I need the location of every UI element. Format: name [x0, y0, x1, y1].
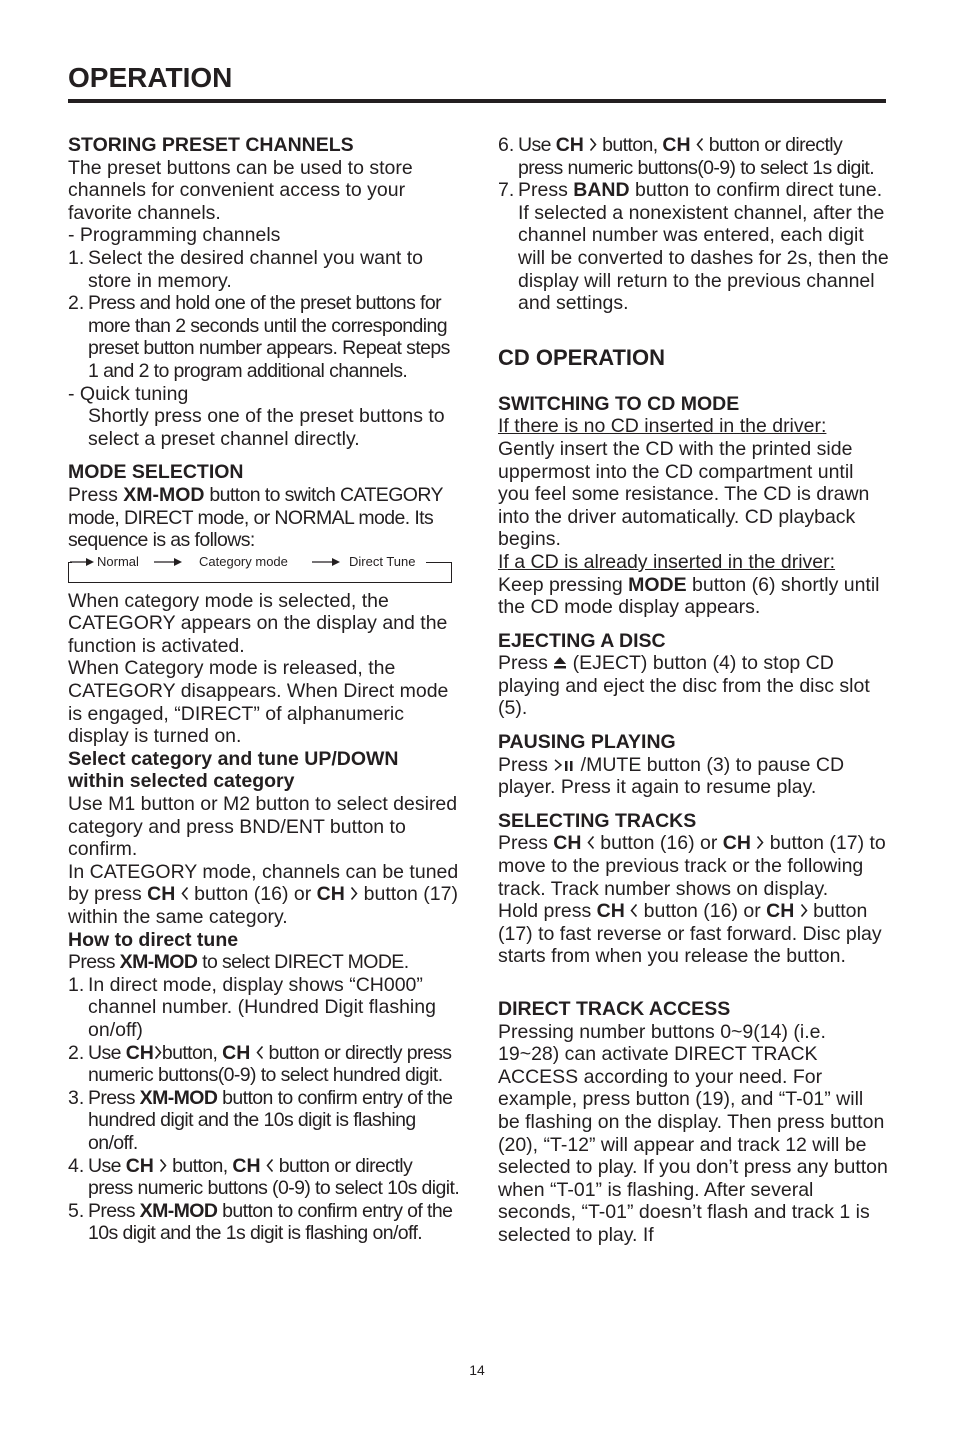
- tracks-para-2: [498, 900, 890, 968]
- text: /MUTE button (3) to pause CD player. Press it again to resume play.: [498, 753, 845, 799]
- eject-para: [498, 652, 890, 720]
- text: button to confirm direct tune. If selected a nonexistent channel, after the channel number was entered, each digit will be converted to dashes for 2s, then the display will return to the previous channel and settings.: [518, 179, 889, 315]
- quick-tuning-text: Shortly press one of the preset buttons to select a preset channel directly.: [88, 405, 445, 450]
- step-number: 1.: [68, 973, 85, 996]
- ch-label: CH: [662, 134, 691, 156]
- direct-step-5: [68, 1200, 460, 1245]
- tracks-para-1: [498, 832, 890, 900]
- switching-para-1: Gently insert the CD with the printed side uppermost into the CD compartment until you feel some resistance. The CD is drawn into the driver automatically. CD playback begins.: [498, 437, 870, 551]
- xm-mod-label: XM-MOD: [119, 951, 198, 974]
- page-number: 14: [469, 1362, 485, 1378]
- ch-label: CH: [125, 1154, 154, 1177]
- ch-label: CH: [232, 1154, 261, 1177]
- eject-heading: EJECTING A DISC: [498, 629, 666, 652]
- step-number: 5.: [68, 1199, 85, 1222]
- ch-label: CH: [316, 883, 345, 906]
- mode-sequence-diagram: [68, 554, 460, 586]
- xm-mod-label: XM-MOD: [139, 1199, 218, 1222]
- xm-mod-label: XM-MOD: [123, 483, 205, 506]
- arrow-right-icon: [70, 558, 94, 566]
- step-text: Press and hold one of the preset buttons for more than 2 seconds until the corresponding preset button number appears. Repeat steps 1 and 2 to program additional channels.: [88, 292, 450, 382]
- play-pause-icon: [553, 758, 575, 772]
- step-text: [88, 1042, 460, 1087]
- text: Hold press: [498, 900, 597, 923]
- step-text: [88, 1155, 460, 1200]
- text: button to confirm entry of the hundred digit and the 10s digit is flashing on/off.: [88, 1086, 453, 1154]
- arrow-right-icon: [312, 558, 340, 566]
- chevron-left-icon: [587, 835, 595, 850]
- chevron-left-icon: [181, 886, 189, 901]
- title-rule: [68, 99, 886, 103]
- text: Keep pressing: [498, 573, 629, 596]
- chevron-right-icon: [154, 1045, 162, 1060]
- pause-para: [498, 754, 890, 799]
- quick-tuning-label: - Quick tuning: [68, 382, 189, 405]
- chevron-right-icon: [800, 903, 808, 918]
- band-label: BAND: [573, 179, 630, 202]
- cd-operation-heading: CD OPERATION: [498, 344, 666, 370]
- text: Press: [498, 753, 554, 776]
- direct-step-2: [68, 1042, 460, 1087]
- direct-step-6: [498, 134, 890, 179]
- text: Use: [518, 134, 556, 156]
- mode-para-2: When category mode is selected, the CATEGORY appears on the display and the function is activated.: [68, 589, 448, 657]
- text: Press: [518, 179, 574, 202]
- storing-step-1: [68, 247, 460, 292]
- mode-para-4: Use M1 button or M2 button to select desired category and press BND/ENT button to confirm.: [68, 793, 458, 861]
- ch-label: CH: [553, 832, 582, 855]
- ch-label: CH: [766, 900, 795, 923]
- text: button,: [161, 1041, 223, 1064]
- direct-track-para: Pressing number buttons 0~9(14) (i.e. 19~28) can activate DIRECT TRACK ACCESS according to your need. For example, press button (19), and “T-01” will be flashing on the display. Then press button (20), “T-12” will appear and track 12 will be selected to play. If you don’t press any button when “T-01” is flashing. After several seconds, “T-01” doesn’t flash and track 1 is selected to play. If: [498, 1020, 888, 1246]
- direct-step-7: [498, 179, 890, 315]
- ch-label: CH: [722, 832, 751, 855]
- no-cd-condition: If there is no CD inserted in the driver:: [498, 415, 827, 438]
- sequence-normal: Normal: [97, 553, 139, 569]
- switching-heading: SWITCHING TO CD MODE: [498, 392, 740, 415]
- xm-mod-label: XM-MOD: [139, 1086, 218, 1109]
- text: Press: [498, 652, 554, 675]
- text: button (17) within the same category.: [68, 883, 458, 928]
- direct-tune-subheading: How to direct tune: [68, 928, 239, 951]
- text: Press: [68, 951, 120, 974]
- direct-step-1: [68, 974, 460, 1042]
- text: button,: [597, 134, 663, 156]
- text: Press: [68, 483, 124, 506]
- sequence-category: Category mode: [199, 553, 288, 569]
- text: button to confirm entry of the 10s digit and the 1s digit is flashing on/off.: [88, 1199, 453, 1245]
- ch-label: CH: [222, 1041, 251, 1064]
- text: button or directly press numeric buttons (0-9) to select 10s digit.: [88, 1154, 460, 1200]
- text: Press: [88, 1086, 140, 1109]
- text: button or directly press numeric buttons(0-9) to select hundred digit.: [88, 1041, 452, 1087]
- storing-heading: STORING PRESET CHANNELS: [68, 134, 354, 156]
- step-number: 6.: [498, 134, 515, 156]
- mode-label: MODE: [628, 573, 687, 596]
- step-number: 7.: [498, 179, 515, 202]
- text: button or directly press numeric buttons(0-9) to select 1s digit.: [518, 134, 875, 179]
- left-column: [68, 134, 460, 1245]
- text: button (17) to fast reverse or fast forward. Disc play starts from when you release the button.: [498, 900, 882, 968]
- step-text: Select the desired channel you want to store in memory.: [88, 246, 423, 292]
- text: (EJECT) button (4) to stop CD playing and eject the disc from the disc slot (5).: [498, 652, 870, 720]
- direct-step-4: [68, 1155, 460, 1200]
- direct-track-heading: DIRECT TRACK ACCESS: [498, 998, 731, 1020]
- text: button (17) to move to the previous track or the following track. Track number shows on display.: [498, 832, 886, 900]
- switching-para-2: [498, 574, 890, 619]
- programming-label: - Programming channels: [68, 224, 281, 247]
- tracks-heading: SELECTING TRACKS: [498, 809, 697, 832]
- pause-heading: PAUSING PLAYING: [498, 731, 676, 754]
- storing-step-2: [68, 292, 460, 382]
- arrow-right-icon: [154, 558, 182, 566]
- step-number: 3.: [68, 1086, 85, 1109]
- chevron-left-icon: [266, 1158, 274, 1173]
- right-column: [498, 134, 890, 1247]
- ch-label: CH: [147, 883, 176, 906]
- step-number: 1.: [68, 246, 85, 269]
- mode-para-6: [68, 951, 460, 974]
- step-number: 4.: [68, 1154, 85, 1177]
- storing-intro: The preset buttons can be used to store channels for convenient access to your favorite channels.: [68, 156, 413, 224]
- sequence-direct: Direct Tune: [349, 553, 416, 569]
- text: button to switch CATEGORY mode, DIRECT mode, or NORMAL mode. Its sequence is as follows:: [68, 483, 443, 552]
- text: button,: [167, 1154, 233, 1177]
- eject-icon: [553, 656, 567, 670]
- mode-intro: [68, 484, 460, 552]
- ch-label: CH: [555, 134, 584, 156]
- step-text: [518, 134, 890, 179]
- text: to select DIRECT MODE.: [197, 951, 409, 974]
- step-text: [88, 1200, 460, 1245]
- step-text: [518, 179, 890, 315]
- chevron-left-icon: [696, 137, 704, 152]
- text: Press: [498, 832, 554, 855]
- text: button (6) shortly until the CD mode display appears.: [498, 573, 880, 619]
- sequence-line: [426, 562, 451, 563]
- text: button (16) or: [594, 832, 723, 855]
- text: Press: [88, 1199, 140, 1222]
- step-number: 2.: [68, 292, 85, 315]
- step-text: In direct mode, display shows “CH000” channel number. (Hundred Digit flashing on/off): [88, 973, 436, 1041]
- cd-inserted-condition: If a CD is already inserted in the driver:: [498, 550, 836, 573]
- text: button (16) or: [638, 900, 767, 923]
- direct-step-3: [68, 1087, 460, 1155]
- mode-para-3: When Category mode is released, the CATEGORY disappears. When Direct mode is engaged, “DIRECT” of alphanumeric display is turned on.: [68, 657, 449, 748]
- mode-para-5: [68, 861, 460, 929]
- text: button (16) or: [188, 883, 317, 906]
- text: Use: [88, 1041, 126, 1064]
- step-text: [88, 1087, 460, 1155]
- mode-heading: MODE SELECTION: [68, 461, 244, 484]
- text: In CATEGORY mode, channels can be tuned by press: [68, 860, 459, 906]
- ch-label: CH: [596, 900, 625, 923]
- ch-label: CH: [125, 1041, 154, 1064]
- text: Use: [88, 1154, 126, 1177]
- category-subheading: Select category and tune UP/DOWN within selected category: [68, 747, 399, 793]
- page-title: OPERATION: [68, 62, 233, 93]
- step-number: 2.: [68, 1041, 85, 1064]
- chevron-left-icon: [256, 1045, 264, 1060]
